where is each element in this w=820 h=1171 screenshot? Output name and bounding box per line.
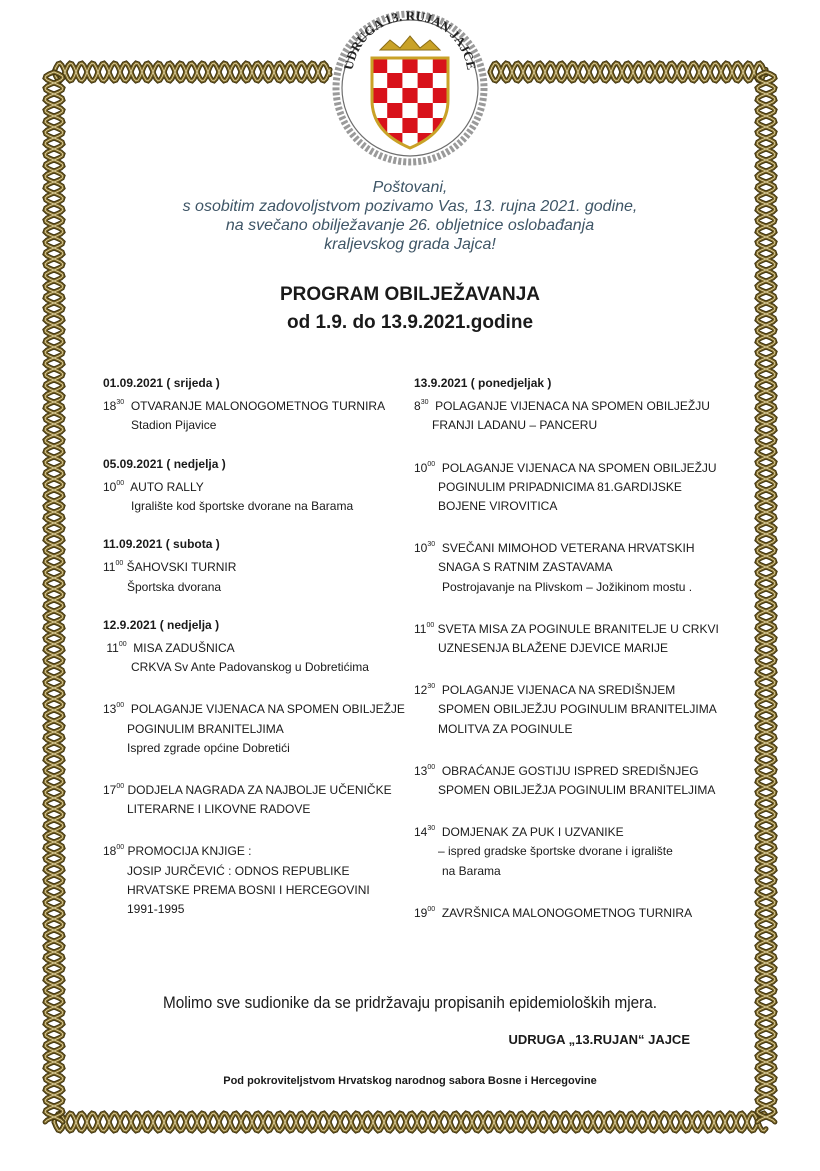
event-detail: 1991-1995	[127, 902, 185, 917]
event-title: POLAGANJE VIJENACA NA SREDIŠNJEM	[441, 683, 676, 698]
program-dates: od 1.9. do 13.9.2021.godine	[286, 312, 534, 333]
event-detail: na Barama	[442, 863, 501, 878]
event-time: $11^{00}$	[106, 641, 127, 656]
program-event	[414, 374, 724, 436]
event-date: 01.09.2021 ( srijeda )	[103, 376, 220, 390]
program-event	[103, 696, 403, 758]
event-date: 11.09.2021 ( subota )	[103, 537, 220, 552]
intro-line: kraljevskog grada Jajca!	[324, 236, 496, 253]
event-time: $13^{00}$	[103, 702, 125, 717]
intro-line: Poštovani,	[372, 179, 448, 196]
event-time: $8^{30}$	[414, 399, 429, 414]
organization-signature: UDRUGA „13.RUJAN“ JAJCE	[508, 1032, 690, 1047]
event-time: $18^{00}$	[103, 844, 125, 859]
program-event	[103, 616, 403, 678]
event-detail: BOJENE VIROVITICA	[438, 499, 558, 514]
event-title: OBRAĆANJE GOSTIJU ISPRED SREDIŠNJEG	[441, 763, 699, 778]
program-event	[103, 455, 403, 517]
program-event	[414, 758, 724, 800]
event-title: AUTO RALLY	[130, 479, 204, 494]
program-right-column	[414, 374, 724, 942]
event-title: POLAGANJE VIJENACA NA SPOMEN OBILJEŽJU	[435, 399, 710, 414]
program-event	[103, 374, 403, 436]
event-date: 05.09.2021 ( nedjelja )	[103, 456, 226, 471]
event-detail: SNAGA S RATNIM ZASTAVAMA	[438, 560, 613, 575]
event-title: MISA ZADUŠNICA	[133, 641, 235, 656]
event-detail: POGINULIM PRIPADNICIMA 81.GARDIJSKE	[438, 479, 682, 494]
program-event	[414, 616, 724, 658]
event-detail: POGINULIM BRANITELJIMA	[127, 721, 284, 736]
event-date: 13.9.2021 ( ponedjeljak )	[414, 376, 552, 390]
event-title: DOMJENAK ZA PUK I UZVANIKE	[441, 825, 624, 840]
program-event	[414, 677, 724, 739]
intro-line: na svečano obilježavanje 26. obljetnice oslobađanja	[225, 217, 595, 234]
event-detail: Stadion Pijavice	[131, 418, 217, 433]
program-left-column	[103, 374, 403, 938]
event-date: 12.9.2021 ( nedjelja )	[103, 617, 220, 632]
event-detail: FRANJI LADANU – PANCERU	[432, 418, 598, 433]
program-event	[414, 900, 724, 923]
event-title: OTVARANJE MALONOGOMETNOG TURNIRA	[130, 399, 386, 414]
organization-emblem	[330, 0, 490, 170]
event-detail: Ispred zgrade općine Dobretići	[127, 740, 290, 755]
event-detail: – ispred gradske športske dvorane i igralište	[438, 844, 673, 859]
event-title: ŠAHOVSKI TURNIR	[126, 560, 237, 575]
event-title: PROMOCIJA KNJIGE :	[127, 844, 252, 859]
intro-line: s osobitim zadovoljstvom pozivamo Vas, 13. rujna 2021. godine,	[182, 198, 638, 215]
event-time: $11^{00}$	[103, 560, 124, 575]
program-event	[414, 535, 724, 597]
event-time: $14^{30}$	[414, 825, 436, 840]
event-title: SVEČANI MIMOHOD VETERANA HRVATSKIH	[441, 541, 695, 556]
patronage-line: Pod pokroviteljstvom Hrvatskog narodnog sabora Bosne i Hercegovine	[223, 1075, 597, 1087]
program-title: PROGRAM OBILJEŽAVANJA	[279, 284, 541, 305]
program-event	[103, 535, 403, 597]
event-time: $10^{00}$	[414, 460, 436, 475]
event-detail: SPOMEN OBILJEŽJU POGINULIM BRANITELJIMA	[438, 702, 717, 717]
event-time: $12^{30}$	[414, 683, 436, 698]
program-event	[103, 838, 403, 919]
emblem-arc-text: UDRUGA 13. RUJAN JAJCE	[340, 7, 480, 72]
event-time: $18^{30}$	[103, 399, 125, 414]
event-detail: Postrojavanje na Plivskom – Jožikinom mostu .	[442, 579, 693, 594]
event-title: POLAGANJE VIJENACA NA SPOMEN OBILJEŽJU	[441, 460, 717, 475]
event-detail: LITERARNE I LIKOVNE RADOVE	[127, 802, 311, 817]
epidemiological-notice: Molimo sve sudionike da se pridržavaju propisanih epidemioloških mjera.	[162, 993, 658, 1012]
event-time: $10^{30}$	[414, 541, 436, 556]
event-detail: JOSIP JURČEVIĆ : ODNOS REPUBLIKE	[127, 863, 350, 878]
event-title: POLAGANJE VIJENACA NA SPOMEN OBILJEŽJE	[130, 702, 405, 717]
event-detail: CRKVA Sv Ante Padovanskog u Dobretićima	[131, 660, 369, 675]
event-detail: MOLITVA ZA POGINULE	[438, 721, 573, 736]
event-title: SVETA MISA ZA POGINULE BRANITELJE U CRKVI	[437, 621, 719, 636]
event-time: $10^{00}$	[103, 479, 125, 494]
event-detail: Športska dvorana	[127, 579, 222, 594]
event-detail: HRVATSKE PREMA BOSNI I HERCEGOVINI	[127, 882, 370, 897]
event-time: $19^{00}$	[414, 905, 436, 920]
event-detail: Igralište kod športske dvorane na Barama	[131, 499, 354, 514]
event-time: $17^{00}$	[103, 783, 125, 798]
program-event	[414, 455, 724, 517]
program-event	[414, 819, 724, 881]
event-time: $11^{00}$	[414, 621, 435, 636]
event-title: DODJELA NAGRADA ZA NAJBOLJE UČENIČKE	[127, 783, 392, 798]
event-time: $13^{00}$	[414, 763, 436, 778]
program-event	[103, 777, 403, 819]
event-detail: SPOMEN OBILJEŽJA POGINULIM BRANITELJIMA	[438, 783, 716, 798]
invitation-text	[150, 178, 670, 254]
event-detail: UZNESENJA BLAŽENE DJEVICE MARIJE	[438, 641, 669, 656]
event-title: ZAVRŠNICA MALONOGOMETNOG TURNIRA	[441, 905, 693, 920]
